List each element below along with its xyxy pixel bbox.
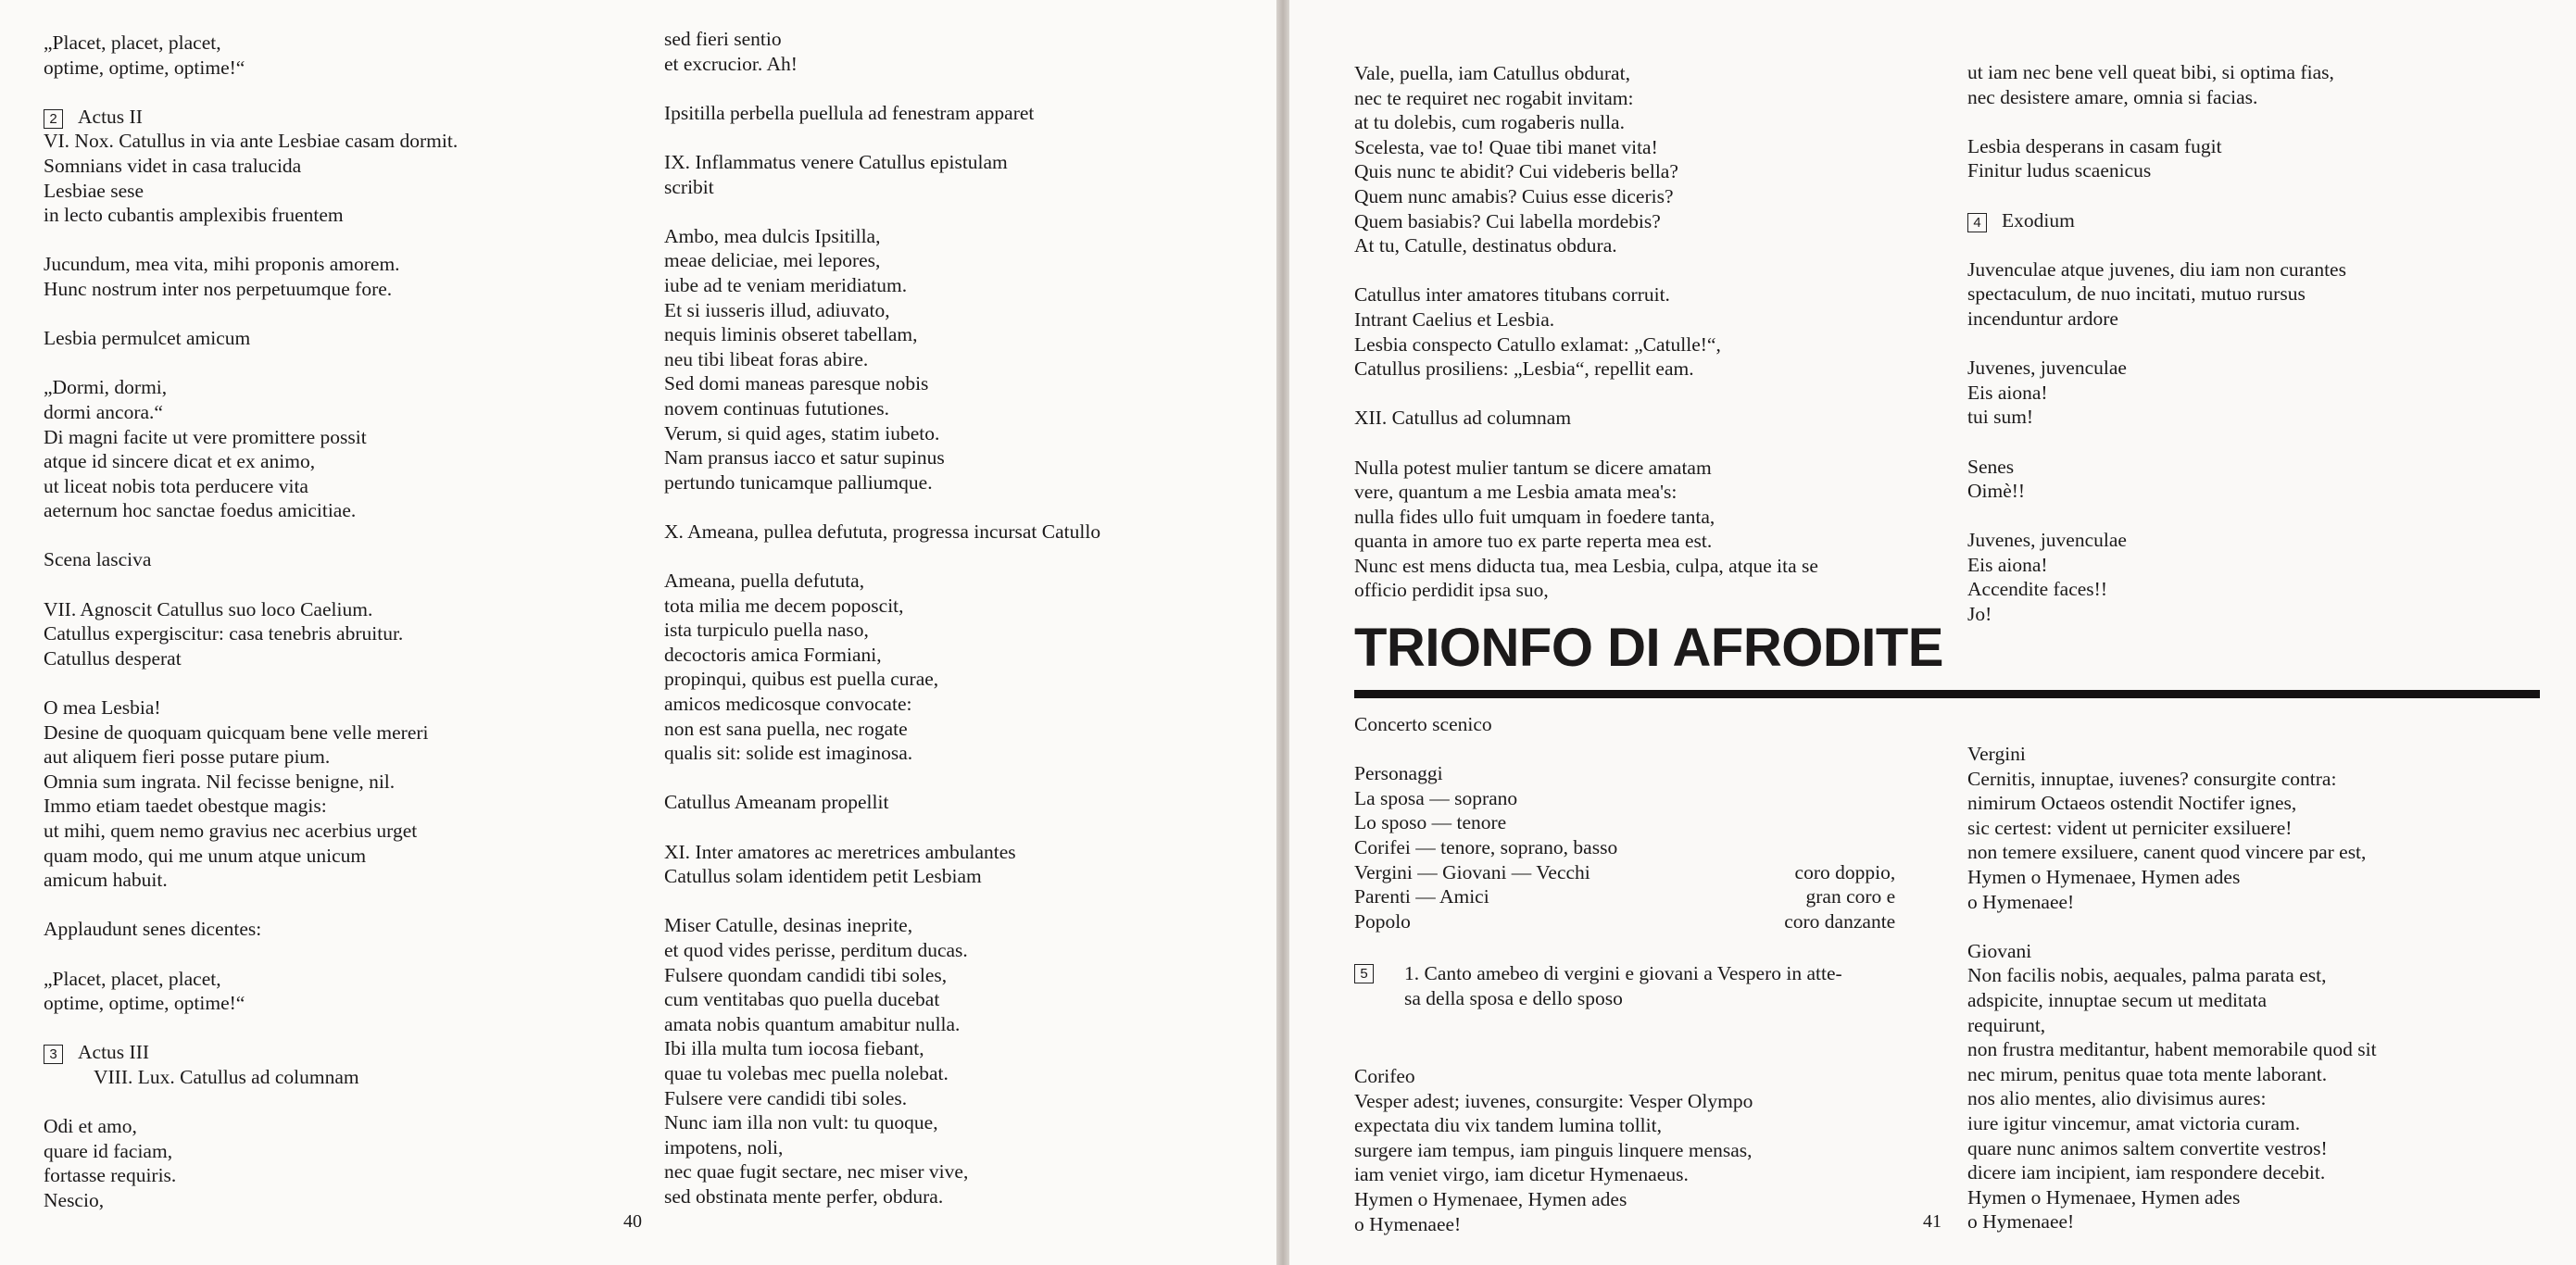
text-line: Vesper adest; iuvenes, consurgite: Vesper Olympo: [1354, 1089, 1753, 1112]
text-block: [1967, 257, 2346, 332]
text-block: [1967, 60, 2346, 109]
text-line: At tu, Catulle, destinatus obdura.: [1354, 234, 1617, 257]
section-heading: [44, 105, 458, 130]
text-line: ista turpiculo puella naso,: [664, 619, 869, 642]
cast-row: [1354, 786, 1895, 811]
text-line: nec te requiret nec rogabit invitam:: [1354, 86, 1634, 109]
text-line: Di magni facite ut vere promittere possit: [44, 425, 367, 448]
text-block: [1354, 282, 1818, 381]
text-line: neu tibi libeat foras abire.: [664, 347, 869, 370]
text-line: o Hymenaee!: [1354, 1212, 1462, 1235]
text-line: nulla fides ullo fuit umquam in foedere tanta,: [1354, 505, 1715, 528]
text-line: Lesbia permulcet amicum: [44, 327, 251, 350]
cast-row: [1354, 860, 1895, 885]
text-line: amicos medicosque convocate:: [664, 693, 912, 716]
text-block: [1967, 939, 2377, 1234]
text-block: [44, 917, 458, 942]
text-block: [1967, 356, 2346, 430]
text-line: nec quae fugit sectare, nec miser vive,: [664, 1160, 969, 1184]
text-line: nequis liminis obseret tabellam,: [664, 323, 918, 346]
text-block: [664, 224, 1100, 495]
text-line: o Hymenaee!: [1967, 1210, 2075, 1234]
text-block: [44, 375, 458, 523]
text-block: [664, 569, 1100, 766]
text-line: optime, optime, optime!“: [44, 992, 245, 1015]
text-line: Jo!: [1967, 603, 1992, 626]
text-line: IX. Inflammatus venere Catullus epistulam: [664, 150, 1008, 173]
text-line: sa della sposa e dello sposo: [1404, 986, 1623, 1009]
text-block: [1354, 61, 1818, 258]
cast-group: [1617, 786, 1895, 811]
text-line: Vale, puella, iam Catullus obdurat,: [1354, 62, 1630, 84]
text-block: [1967, 455, 2346, 504]
text-line: scribit: [664, 175, 714, 198]
cast-group: [1617, 835, 1895, 860]
section-heading-label: Actus II: [78, 105, 143, 128]
text-block: [664, 790, 1100, 815]
subtitle: Concerto scenico: [1354, 713, 1492, 735]
text-line: officio perdidit ipsa suo,: [1354, 579, 1549, 602]
text-line: Lesbia desperans in casam fugit: [1967, 134, 2222, 157]
text-block: [1354, 456, 1818, 604]
text-line: o Hymenaee!: [1967, 890, 2075, 913]
text-line: Vergini: [1967, 743, 2026, 765]
cast-row: [1354, 810, 1895, 835]
cast-group: coro doppio,: [1794, 860, 1896, 883]
text-line: Et si iusseris illud, adiuvato,: [664, 298, 890, 321]
cast-section: [1354, 712, 1895, 933]
text-block: [664, 520, 1100, 545]
cast-role: Lo sposo — tenore: [1354, 811, 1507, 834]
text-line: adspicite, innuptae secum ut meditata: [1967, 988, 2267, 1011]
text-line: qualis sit: solide est imaginosa.: [664, 742, 913, 765]
cast-row: [1354, 835, 1895, 860]
personaggi-label: Personaggi: [1354, 762, 1443, 785]
text-line: Omnia sum ingrata. Nil fecisse benigne, nil.: [44, 770, 396, 793]
text-line: et excrucior. Ah!: [664, 52, 798, 75]
text-line: optime, optime, optime!“: [44, 56, 245, 79]
text-line: „Dormi, dormi,: [44, 376, 168, 399]
text-block: [44, 967, 458, 1016]
text-line: et quod vides perisse, perditum ducas.: [664, 938, 968, 961]
text-line: meae deliciae, mei lepores,: [664, 249, 881, 272]
text-block: [44, 597, 458, 671]
text-line: Corifeo: [1354, 1065, 1415, 1087]
text-line: quae tu volebas mec puella nolebat.: [664, 1061, 949, 1084]
text-line: Lesbia conspecto Catullo exlamat: „Catulle!“,: [1354, 332, 1721, 356]
text-line: amicum habuit.: [44, 869, 168, 892]
text-line: Somnians videt in casa tralucida: [44, 154, 302, 177]
text-line: „Placet, placet, placet,: [44, 967, 221, 990]
text-line: Ameana, puella defututa,: [664, 570, 865, 593]
text-block: [664, 840, 1100, 889]
text-line: nec desistere amare, omnia si facias.: [1967, 85, 2258, 108]
text-line: tui sum!: [1967, 406, 2034, 429]
text-line: fortasse requiris.: [44, 1164, 177, 1187]
text-line: Catullus Ameanam propellit: [664, 791, 889, 814]
text-line: Hymen o Hymenaee, Hymen ades: [1967, 1185, 2241, 1209]
section-heading-label: Exodium: [2002, 208, 2075, 232]
text-line: O mea Lesbia!: [44, 696, 161, 720]
text-line: Nam pransus iacco et satur supinus: [664, 446, 945, 470]
text-line: expectata diu vix tandem lumina tollit,: [1354, 1114, 1662, 1137]
text-block: [44, 326, 458, 351]
text-line: sed obstinata mente perfer, obdura.: [664, 1184, 944, 1208]
text-line: Eis aiona!: [1967, 381, 2048, 404]
text-line: Cernitis, innuptae, iuvenes? consurgite contra:: [1967, 767, 2337, 790]
text-line: at tu dolebis, cum rogaberis nulla.: [1354, 111, 1625, 134]
text-block: [44, 105, 458, 228]
cast-role: Corifei — tenore, soprano, basso: [1354, 835, 1618, 858]
text-line: Scena lasciva: [44, 548, 152, 571]
text-line: Ipsitilla perbella puellula ad fenestram apparet: [664, 101, 1035, 124]
text-line: Quis nunc te abidit? Cui videberis bella?: [1354, 160, 1678, 183]
text-line: Nunc iam illa non vult: tu quoque,: [664, 1111, 938, 1134]
text-line: Catullus expergiscitur: casa tenebris abruitur.: [44, 622, 404, 645]
text-line: impotens, noli,: [664, 1135, 784, 1159]
text-line: non est sana puella, nec rogate: [664, 717, 908, 740]
text-line: amata nobis quantum amabitur nulla.: [664, 1012, 961, 1035]
text-line: Fulsere quondam candidi tibi soles,: [664, 963, 948, 986]
text-line: Jucundum, mea vita, mihi proponis amorem.: [44, 253, 400, 276]
text-line: Miser Catulle, desinas ineprite,: [664, 914, 913, 937]
text-line: „Placet, placet, placet,: [44, 31, 221, 54]
cast-table: [1354, 786, 1895, 934]
text-line: Odi et amo,: [44, 1115, 137, 1138]
text-line: iure igitur vincemur, amat victoria curam.: [1967, 1111, 2301, 1134]
text-block: [44, 695, 458, 893]
book-gutter: [1276, 0, 1289, 1265]
text-line: VIII. Lux. Catullus ad columnam: [94, 1065, 359, 1088]
section-heading: [44, 1040, 458, 1065]
text-block: [44, 1114, 458, 1212]
text-line: Catullus solam identidem petit Lesbiam: [664, 865, 982, 888]
text-line: aut aliquem fieri posse putare pium.: [44, 745, 331, 769]
text-line: ut mihi, quem nemo gravius nec acerbius urget: [44, 820, 418, 842]
text-line: Catullus inter amatores titubans corruit.: [1354, 283, 1670, 307]
text-line: atque id sincere dicat et ex animo,: [44, 450, 316, 473]
text-line: in lecto cubantis amplexibis fruentem: [44, 204, 344, 227]
text-line: Hymen o Hymenaee, Hymen ades: [1967, 865, 2241, 888]
text-line: incenduntur ardore: [1967, 307, 2118, 330]
left-page-column-2: [664, 27, 1100, 1209]
text-line: Nunc est mens diducta tua, mea Lesbia, culpa, atque ita se: [1354, 554, 1818, 577]
text-line: Juvenculae atque juvenes, diu iam non curantes: [1967, 257, 2346, 281]
text-block: [664, 150, 1100, 199]
text-line: Catullus prosiliens: „Lesbia“, repellit eam.: [1354, 357, 1694, 381]
title-rule: [1354, 690, 2540, 698]
text-line: Sed domi maneas paresque nobis: [664, 372, 929, 395]
text-line: spectaculum, de nuo incitati, mutuo rursus: [1967, 282, 2306, 306]
text-line: XI. Inter amatores ac meretrices ambulantes: [664, 840, 1016, 863]
text-line: quanta in amore tuo ex parte reperta mea est.: [1354, 530, 1713, 553]
text-block: [44, 547, 458, 572]
text-line: Hunc nostrum inter nos perpetuumque fore.: [44, 277, 393, 300]
text-line: Giovani: [1967, 939, 2032, 962]
section-title: TRIONFO DI AFRODITE: [1354, 618, 1943, 678]
text-line: ut liceat nobis tota perducere vita: [44, 474, 308, 497]
cast-group: [1617, 810, 1895, 835]
text-line: X. Ameana, pullea defututa, progressa incursat Catullo: [664, 520, 1101, 543]
left-page-column-1: [44, 31, 458, 1213]
text-block: [1967, 208, 2346, 233]
text-line: Catullus desperat: [44, 646, 182, 670]
text-line: quare id faciam,: [44, 1139, 173, 1162]
text-line: XII. Catullus ad columnam: [1354, 407, 1572, 430]
text-line: Quem basiabis? Cui labella mordebis?: [1354, 209, 1661, 232]
text-line: Immo etiam taedet obestque magis:: [44, 795, 327, 818]
text-line: Desine de quoquam quicquam bene velle mereri: [44, 720, 429, 744]
text-line: sic certest: vident ut perniciter exsiluere!: [1967, 816, 2293, 839]
cast-row: [1354, 884, 1895, 909]
track-number-box: 4: [1967, 213, 1987, 232]
page-number-left: 40: [623, 1211, 642, 1232]
text-line: sed fieri sentio: [664, 28, 782, 50]
text-block: [664, 27, 1100, 76]
text-line: quare nunc animos saltem convertite vestros!: [1967, 1136, 2328, 1159]
text-block: [664, 913, 1100, 1209]
text-line: Nescio,: [44, 1188, 105, 1211]
text-line: Eis aiona!: [1967, 553, 2048, 576]
text-line: aeternum hoc sanctae foedus amicitiae.: [44, 499, 357, 522]
cast-role: Vergini — Giovani — Vecchi: [1354, 860, 1590, 883]
corifeo-block: [1354, 1064, 1753, 1236]
text-line: decoctoris amica Formiani,: [664, 643, 882, 666]
section-heading-label: Actus III: [78, 1041, 150, 1064]
cast-role: Parenti — Amici: [1354, 885, 1489, 908]
text-line: iube ad te veniam meridiatum.: [664, 273, 908, 296]
cast-group: coro danzante: [1784, 909, 1896, 933]
text-line: iam veniet virgo, iam dicetur Hymenaeus.: [1354, 1163, 1689, 1186]
text-line: VII. Agnoscit Catullus suo loco Caelium.: [44, 597, 373, 620]
text-line: nec mirum, penitus quae tota mente laborant.: [1967, 1062, 2328, 1085]
left-page: [0, 0, 1276, 1265]
text-line: pertundo tunicamque palliumque.: [664, 470, 933, 494]
text-line: Finitur ludus scaenicus: [1967, 159, 2152, 182]
cast-row: [1354, 909, 1895, 934]
text-line: surgere iam tempus, iam pinguis linquere mensas,: [1354, 1138, 1753, 1161]
text-block: [1967, 742, 2377, 914]
right-page-column-1: [1354, 61, 1818, 603]
page-number-right: 41: [1923, 1211, 1941, 1232]
text-line: quam modo, qui me unum atque unicum: [44, 844, 367, 867]
text-line: Hymen o Hymenaee, Hymen ades: [1354, 1187, 1627, 1210]
track-5-heading: [1354, 961, 1842, 1010]
text-block: [1967, 134, 2346, 183]
text-line: Lesbiae sese: [44, 179, 145, 202]
text-line: propinqui, quibus est puella curae,: [664, 668, 939, 691]
text-line: Juvenes, juvenculae: [1967, 357, 2127, 380]
text-line: Nulla potest mulier tantum se dicere amatam: [1354, 456, 1712, 479]
text-line: Ibi illa multa tum iocosa fiebant,: [664, 1037, 924, 1060]
text-line: Accendite faces!!: [1967, 578, 2107, 601]
cast-role: Popolo: [1354, 909, 1411, 933]
text-line: Senes: [1967, 455, 2015, 478]
text-line: Non facilis nobis, aequales, palma parata est,: [1967, 964, 2327, 987]
right-page-column-2-lower: [1967, 742, 2377, 1234]
text-line: ut iam nec bene vell queat bibi, si optima fias,: [1967, 61, 2334, 83]
text-line: tota milia me decem poposcit,: [664, 594, 904, 617]
section-heading: [1967, 208, 2346, 233]
text-line: requirunt,: [1967, 1013, 2046, 1036]
track-number-box: 2: [44, 109, 63, 129]
text-block: [1967, 528, 2346, 626]
right-page-column-2: [1967, 60, 2346, 627]
track-number-box: 5: [1354, 964, 1374, 983]
text-line: Verum, si quid ages, statim iubeto.: [664, 421, 940, 445]
text-line: cum ventitabas quo puella ducebat: [664, 988, 940, 1011]
text-line: non temere exsiluere, canent quod vincere par est,: [1967, 841, 2367, 864]
text-block: [1354, 406, 1818, 431]
text-block: [44, 1040, 458, 1089]
text-line: dormi ancora.“: [44, 400, 163, 423]
text-line: Ambo, mea dulcis Ipsitilla,: [664, 224, 881, 247]
text-line: novem continuas fututiones.: [664, 396, 890, 420]
cast-role: La sposa — soprano: [1354, 786, 1518, 809]
text-line: Scelesta, vae to! Quae tibi manet vita!: [1354, 135, 1658, 158]
text-line: vere, quantum a me Lesbia amata mea's:: [1354, 481, 1678, 504]
text-line: Juvenes, juvenculae: [1967, 529, 2127, 552]
text-line: Fulsere vere candidi tibi soles.: [664, 1086, 908, 1109]
text-line: nos alio mentes, alio divisimus aures:: [1967, 1087, 2267, 1110]
cast-group: gran coro e: [1805, 885, 1896, 908]
text-line: VI. Nox. Catullus in via ante Lesbiae casam dormit.: [44, 130, 459, 153]
text-line: Quem nunc amabis? Cuius esse diceris?: [1354, 184, 1674, 207]
text-block: [44, 252, 458, 301]
text-block: [44, 31, 458, 80]
text-line: Applaudunt senes dicentes:: [44, 918, 262, 941]
text-line: Oimè!!: [1967, 480, 2026, 503]
text-line: 1. Canto amebeo di vergini e giovani a Vespero in atte-: [1404, 962, 1842, 984]
text-line: Intrant Caelius et Lesbia.: [1354, 307, 1555, 331]
text-block: [664, 101, 1100, 126]
text-line: dicere iam incipient, iam respondere decebit.: [1967, 1161, 2326, 1184]
text-line: non frustra meditantur, habent memorabile quod sit: [1967, 1038, 2377, 1061]
track-number-box: 3: [44, 1045, 63, 1064]
text-line: nimirum Octaeos ostendit Noctifer ignes,: [1967, 792, 2297, 815]
